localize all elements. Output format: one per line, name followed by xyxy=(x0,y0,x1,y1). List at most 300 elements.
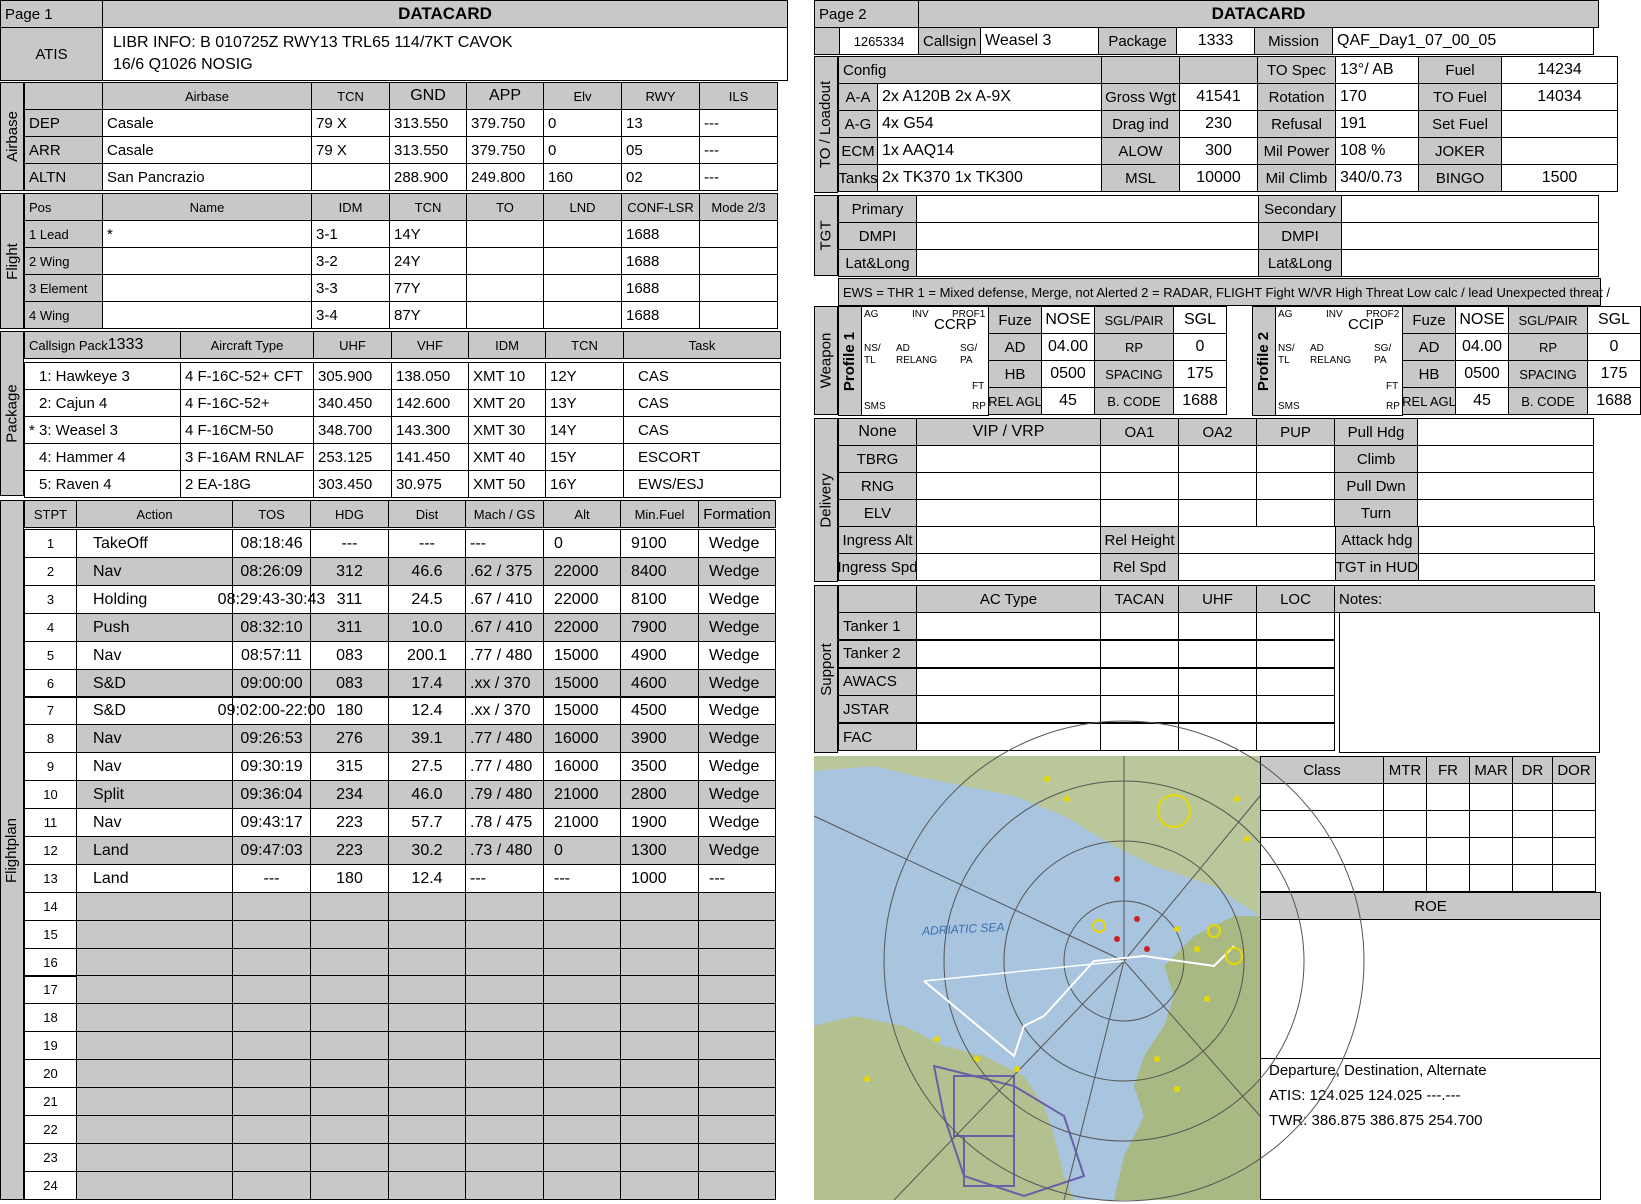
ns-label: NS/ xyxy=(1278,343,1295,354)
table-row xyxy=(838,164,1617,191)
support-label: AWACS xyxy=(838,668,917,696)
map-marker xyxy=(1144,946,1150,952)
weapon-label: Fuze xyxy=(988,306,1042,334)
weapon-label: RP xyxy=(1094,333,1174,361)
weapon-label: HB xyxy=(988,360,1042,388)
map-marker xyxy=(864,1076,870,1082)
cell xyxy=(1469,837,1513,865)
cell xyxy=(1178,445,1257,473)
cell xyxy=(1469,810,1513,838)
package-task: CAS xyxy=(623,362,781,390)
cell xyxy=(1178,553,1336,581)
loadout-number xyxy=(1501,137,1618,165)
flight-idm: 3-4 xyxy=(311,301,390,329)
cell xyxy=(1178,695,1257,723)
steerpoint-mach xyxy=(465,1143,544,1172)
column-header: Mode 2/3 xyxy=(699,193,778,221)
steerpoint-mach xyxy=(465,920,544,949)
steerpoint-mach xyxy=(465,1115,544,1144)
steerpoint-alt: 15000 xyxy=(543,641,621,670)
roe-area xyxy=(1260,919,1601,1059)
flight-to xyxy=(466,274,544,302)
flight-lnd xyxy=(543,247,622,275)
pup-header: PUP xyxy=(1256,418,1335,446)
steerpoint-fuel: 9100 xyxy=(620,529,699,558)
steerpoint-n: 12 xyxy=(24,836,77,865)
steerpoint-alt: 21000 xyxy=(543,780,621,809)
freq-line: Departure, Destination, Alternate xyxy=(1269,1062,1487,1079)
airbase-ils: --- xyxy=(699,136,778,164)
package-number: 1333 xyxy=(107,336,144,353)
loadout-label: Mil Power xyxy=(1257,137,1336,165)
loadout-key: Tanks xyxy=(838,164,878,192)
cell xyxy=(1178,472,1257,500)
sg-label: SG/ xyxy=(960,343,978,354)
weapon-profile xyxy=(1252,306,1640,415)
flight-mode xyxy=(699,220,778,248)
table-row xyxy=(24,416,780,443)
cell xyxy=(1178,723,1257,751)
steerpoint-form xyxy=(698,1087,776,1116)
cell xyxy=(916,695,1101,723)
steerpoint-hdg xyxy=(310,1143,389,1172)
steerpoint-fuel xyxy=(620,948,699,977)
weapon-row xyxy=(988,333,1226,360)
tl-label: TL xyxy=(864,355,876,366)
airbase-ils: --- xyxy=(699,109,778,137)
callsign-value: Weasel 3 xyxy=(980,27,1099,55)
airbase-app: 249.800 xyxy=(466,163,544,191)
steerpoint-alt: 0 xyxy=(543,529,621,558)
steerpoint-tos: 09:26:53 xyxy=(232,724,311,753)
cell xyxy=(1260,837,1384,865)
airbase-gnd: 313.550 xyxy=(389,136,467,164)
weapon-row xyxy=(988,360,1226,387)
flight-lnd xyxy=(543,301,622,329)
steerpoint-fuel: 7900 xyxy=(620,613,699,642)
weapon-value: NOSE xyxy=(1041,306,1095,334)
atis-line: 16/6 Q1026 NOSIG xyxy=(113,56,253,73)
prof-label: PROF1 xyxy=(952,309,986,320)
package-cs: 5: Raven 4 xyxy=(24,470,181,498)
steerpoint-act: TakeOff xyxy=(76,529,233,558)
delivery-right-label: TGT in HUD xyxy=(1335,553,1419,581)
package-task: CAS xyxy=(623,389,781,417)
cell xyxy=(1100,640,1179,668)
steerpoint-alt xyxy=(543,892,621,921)
loadout-number: 108 % xyxy=(1335,137,1419,165)
cell xyxy=(1100,695,1179,723)
map-marker xyxy=(1204,996,1210,1002)
steerpoint-alt xyxy=(543,920,621,949)
table-row xyxy=(838,222,1598,249)
steerpoint-hdg xyxy=(310,975,389,1004)
loadout-number: 1500 xyxy=(1501,164,1618,192)
profile-label xyxy=(1252,306,1276,416)
tgt-section xyxy=(814,195,838,276)
flight-idm: 3-3 xyxy=(311,274,390,302)
cell xyxy=(1256,472,1335,500)
map-marker xyxy=(1064,796,1070,802)
steerpoint-n: 15 xyxy=(24,920,77,949)
cell xyxy=(1469,783,1513,811)
section-label: Airbase xyxy=(3,111,21,162)
steerpoint-fuel: 3900 xyxy=(620,724,699,753)
steerpoint-fuel: 2800 xyxy=(620,780,699,809)
steerpoint-tos xyxy=(232,1171,311,1200)
column-header: VHF xyxy=(391,331,469,359)
map-marker xyxy=(1174,1086,1180,1092)
inv-label: INV xyxy=(912,309,929,320)
table-row xyxy=(24,1171,775,1199)
column-header: GND xyxy=(389,82,467,110)
page-label: Page 1 xyxy=(0,0,103,28)
steerpoint-dist: 46.6 xyxy=(388,557,466,586)
steerpoint-form: Wedge xyxy=(698,557,776,586)
table-row xyxy=(838,137,1617,164)
package-value: 1333 xyxy=(1176,27,1255,55)
steerpoint-dist: 200.1 xyxy=(388,641,466,670)
steerpoint-fuel xyxy=(620,1115,699,1144)
table-row xyxy=(24,247,777,274)
page-title: DATACARD xyxy=(918,0,1599,28)
steerpoint-fuel xyxy=(620,1003,699,1032)
weapon-label: SPACING xyxy=(1094,360,1174,388)
loadout-label: TO Fuel xyxy=(1418,83,1502,111)
steerpoint-alt: 22000 xyxy=(543,613,621,642)
package-idm: XMT 50 xyxy=(468,470,546,498)
column-header: Alt xyxy=(543,500,621,528)
table-row xyxy=(1260,756,1595,783)
steerpoint-tos: --- xyxy=(232,864,311,893)
section-label: Support xyxy=(817,642,835,696)
steerpoint-mach xyxy=(465,1003,544,1032)
page-label: Page 2 xyxy=(814,0,919,28)
steerpoint-mach: .xx / 370 xyxy=(465,669,544,698)
profile-mode: CCRP xyxy=(934,316,977,333)
delivery-right-label: Attack hdg xyxy=(1335,526,1419,554)
cell xyxy=(1426,864,1470,892)
steerpoint-form xyxy=(698,892,776,921)
table-row xyxy=(0,0,787,27)
delivery-right-label: Pull Hdg xyxy=(1334,418,1418,446)
steerpoint-dist xyxy=(388,1143,466,1172)
steerpoint-hdg xyxy=(310,1171,389,1200)
delivery-right-label: Pull Dwn xyxy=(1334,472,1418,500)
loadout-number: 230 xyxy=(1179,110,1258,138)
cell xyxy=(1383,837,1427,865)
table-row xyxy=(24,557,775,585)
steerpoint-tos xyxy=(232,1003,311,1032)
steerpoint-fuel xyxy=(620,892,699,921)
steerpoint-dist: 10.0 xyxy=(388,613,466,642)
cell xyxy=(916,445,1101,473)
package-uhf: 340.450 xyxy=(313,389,392,417)
package-ac: 4 F-16CM-50 xyxy=(180,416,314,444)
column-header: Task xyxy=(623,331,781,359)
loadout-label: Refusal xyxy=(1257,110,1336,138)
section-label: Flightplan xyxy=(3,817,21,883)
steerpoint-form xyxy=(698,1059,776,1088)
steerpoint-mach: .77 / 480 xyxy=(465,752,544,781)
rel-height-label: Rel Height xyxy=(1100,526,1179,554)
cell xyxy=(1256,612,1335,640)
cell xyxy=(916,526,1101,554)
atis-line: LIBR INFO: B 010725Z RWY13 TRL65 114/7KT CAVOK xyxy=(113,34,513,51)
delivery-label: TBRG xyxy=(838,445,917,473)
steerpoint-fuel: 1900 xyxy=(620,808,699,837)
loadout-value: 1x AAQ14 xyxy=(877,137,1102,165)
package-task: CAS xyxy=(623,416,781,444)
steerpoint-form: Wedge xyxy=(698,808,776,837)
steerpoint-hdg: 276 xyxy=(310,724,389,753)
table-row xyxy=(24,724,775,752)
airbase-app: 379.750 xyxy=(466,136,544,164)
delivery-section xyxy=(814,418,838,582)
package-cs: 1: Hawkeye 3 xyxy=(24,362,181,390)
steerpoint-tos xyxy=(232,948,311,977)
table-row xyxy=(838,195,1598,222)
table-row xyxy=(838,612,1334,639)
steerpoint-tos: 09:00:00 xyxy=(232,669,311,698)
loadout-label: Mil Climb xyxy=(1257,164,1336,192)
cell xyxy=(814,27,840,55)
cell xyxy=(1256,668,1335,696)
steerpoint-dist: 24.5 xyxy=(388,585,466,614)
table-row xyxy=(24,389,780,416)
table-row xyxy=(24,808,775,836)
airbase-elv: 160 xyxy=(543,163,622,191)
loadout-section xyxy=(814,56,838,193)
roe-header: ROE xyxy=(1260,892,1601,920)
cell xyxy=(1417,499,1594,527)
map-marker xyxy=(1244,836,1250,842)
airbase-tcn: 79 X xyxy=(311,136,390,164)
cell xyxy=(1178,499,1257,527)
weapon-value: 175 xyxy=(1173,360,1227,388)
frequency-box xyxy=(1260,1058,1601,1200)
steerpoint-tos xyxy=(232,1059,311,1088)
steerpoint-fuel: 8400 xyxy=(620,557,699,586)
cell xyxy=(1418,553,1595,581)
tgt-label: DMPI xyxy=(1258,222,1342,250)
map-marker xyxy=(1154,1056,1160,1062)
weapon-value: 45 xyxy=(1041,387,1095,415)
steerpoint-mach: .67 / 410 xyxy=(465,613,544,642)
column-header xyxy=(24,331,181,359)
airbase-app: 379.750 xyxy=(466,109,544,137)
page-title: DATACARD xyxy=(102,0,788,28)
weapon-fields xyxy=(988,306,1226,415)
loadout-number: 10000 xyxy=(1179,164,1258,192)
column-header: LND xyxy=(543,193,622,221)
flight-pos: 4 Wing xyxy=(24,301,103,329)
table-row xyxy=(24,975,775,1003)
steerpoint-tos: 09:47:03 xyxy=(232,836,311,865)
table-row xyxy=(1260,864,1595,891)
table-row xyxy=(24,529,775,557)
inv-label: INV xyxy=(1326,309,1343,320)
map-marker xyxy=(1194,946,1200,952)
cell xyxy=(1179,56,1258,84)
cell xyxy=(1512,864,1553,892)
table-row xyxy=(838,668,1334,695)
table-row xyxy=(24,109,777,136)
cell xyxy=(1383,864,1427,892)
steerpoint-act: Nav xyxy=(76,557,233,586)
steerpoint-tos xyxy=(232,1143,311,1172)
steerpoint-mach xyxy=(465,1171,544,1200)
steerpoint-hdg xyxy=(310,1087,389,1116)
cell xyxy=(916,553,1101,581)
tactical-map[interactable] xyxy=(814,756,1260,1200)
weapon-value: 1688 xyxy=(1587,387,1641,415)
column-header: Name xyxy=(102,193,312,221)
steerpoint-mach: .77 / 480 xyxy=(465,724,544,753)
steerpoint-n: 7 xyxy=(24,696,77,725)
table-row xyxy=(1260,783,1595,810)
steerpoint-form: Wedge xyxy=(698,696,776,725)
airbase-k: ARR xyxy=(24,136,103,164)
steerpoint-fuel: 8100 xyxy=(620,585,699,614)
steerpoint-act xyxy=(76,1059,233,1088)
ag-label: AG xyxy=(864,309,879,320)
column-header: Pos xyxy=(24,193,103,221)
relang-label: RELANG xyxy=(1310,355,1352,366)
package-task: ESCORT xyxy=(623,443,781,471)
config-label: Config xyxy=(838,56,1102,84)
freq-line: TWR: 386.875 386.875 254.700 xyxy=(1269,1112,1483,1129)
table-row xyxy=(24,641,775,669)
steerpoint-fuel: 4500 xyxy=(620,696,699,725)
package-uhf: 253.125 xyxy=(313,443,392,471)
fr-header: FR xyxy=(1426,756,1470,784)
prof-label: PROF2 xyxy=(1366,309,1400,320)
map-marker xyxy=(1134,916,1140,922)
flight-conf: 1688 xyxy=(621,247,700,275)
steerpoint-fuel xyxy=(620,1059,699,1088)
steerpoint-alt: 15000 xyxy=(543,669,621,698)
steerpoint-alt xyxy=(543,1115,621,1144)
ad-label: AD xyxy=(896,343,910,354)
steerpoint-form: Wedge xyxy=(698,585,776,614)
airbase-section xyxy=(0,82,24,191)
steerpoint-n: 10 xyxy=(24,780,77,809)
section-label: Weapon xyxy=(817,332,835,389)
steerpoint-tos xyxy=(232,920,311,949)
column-header: RWY xyxy=(621,82,700,110)
weapon-row xyxy=(1402,360,1640,387)
section-label: Package xyxy=(3,384,21,443)
callsign-label: Callsign xyxy=(918,27,981,55)
tgt-label: Primary xyxy=(838,195,917,223)
sg-label: SG/ xyxy=(1374,343,1392,354)
dr-header: DR xyxy=(1512,756,1553,784)
package-tcn: 15Y xyxy=(545,443,624,471)
freq-line: ATIS: 124.025 124.025 ---.--- xyxy=(1269,1087,1461,1104)
column-header: Min.Fuel xyxy=(620,500,699,528)
package-uhf: 305.900 xyxy=(313,362,392,390)
delivery-none: None xyxy=(838,418,917,446)
loc-header: LOC xyxy=(1256,585,1335,613)
cell xyxy=(916,472,1101,500)
table-row xyxy=(838,249,1598,276)
loadout-label: BINGO xyxy=(1418,164,1502,192)
uhf-header: UHF xyxy=(1178,585,1257,613)
table-row xyxy=(24,301,777,328)
table-row xyxy=(24,613,775,641)
package-label: Package xyxy=(1098,27,1177,55)
steerpoint-dist xyxy=(388,1003,466,1032)
steerpoint-tos: 08:57:11 xyxy=(232,641,311,670)
steerpoint-dist: 57.7 xyxy=(388,808,466,837)
cell xyxy=(1417,445,1594,473)
steerpoint-alt xyxy=(543,1087,621,1116)
steerpoint-mach xyxy=(465,948,544,977)
sms-label: SMS xyxy=(1278,401,1300,412)
tgt-value xyxy=(1341,195,1599,223)
cell xyxy=(916,640,1101,668)
table-row xyxy=(24,948,775,976)
column-header: TCN xyxy=(389,193,467,221)
column-header: UHF xyxy=(313,331,392,359)
map-marker xyxy=(1014,1066,1020,1072)
section-label: TGT xyxy=(817,220,835,251)
cell xyxy=(1418,526,1595,554)
steerpoint-n: 20 xyxy=(24,1059,77,1088)
ingress-spd-label: Ingress Spd xyxy=(838,553,917,581)
steerpoint-dist xyxy=(388,948,466,977)
table-row xyxy=(838,278,1610,305)
mission-value: QAF_Day1_07_00_05 xyxy=(1332,27,1594,55)
table-row xyxy=(1260,810,1595,837)
flight-mode xyxy=(699,247,778,275)
steerpoint-act: Land xyxy=(76,864,233,893)
steerpoint-act: Nav xyxy=(76,808,233,837)
table-row xyxy=(24,220,777,247)
tgt-value xyxy=(1341,249,1599,277)
class-header: Class xyxy=(1260,756,1384,784)
airbase-elv: 0 xyxy=(543,136,622,164)
steerpoint-act: Land xyxy=(76,836,233,865)
cell xyxy=(1552,837,1596,865)
steerpoint-alt xyxy=(543,975,621,1004)
steerpoint-dist: --- xyxy=(388,529,466,558)
support-label: Tanker 2 xyxy=(838,640,917,668)
weapon-value: 04.00 xyxy=(1455,333,1509,361)
page-2 xyxy=(814,0,1632,1200)
flight-name xyxy=(102,274,312,302)
weapon-row xyxy=(1402,333,1640,360)
steerpoint-dist: 39.1 xyxy=(388,724,466,753)
steerpoint-act: Nav xyxy=(76,641,233,670)
flight-to xyxy=(466,247,544,275)
rp-label: RP xyxy=(1386,401,1400,412)
steerpoint-fuel xyxy=(620,1031,699,1060)
table-row xyxy=(838,585,1594,612)
flight-conf: 1688 xyxy=(621,220,700,248)
steerpoint-act xyxy=(76,1003,233,1032)
tgt-value xyxy=(916,249,1259,277)
steerpoint-act xyxy=(76,1143,233,1172)
notes-area xyxy=(1339,612,1600,753)
tgt-value xyxy=(916,195,1259,223)
fuel-label: Fuel xyxy=(1418,56,1502,84)
delivery-right-label: Turn xyxy=(1334,499,1418,527)
steerpoint-tos: 08:26:09 xyxy=(232,557,311,586)
steerpoint-form: Wedge xyxy=(698,613,776,642)
sms-label: SMS xyxy=(864,401,886,412)
